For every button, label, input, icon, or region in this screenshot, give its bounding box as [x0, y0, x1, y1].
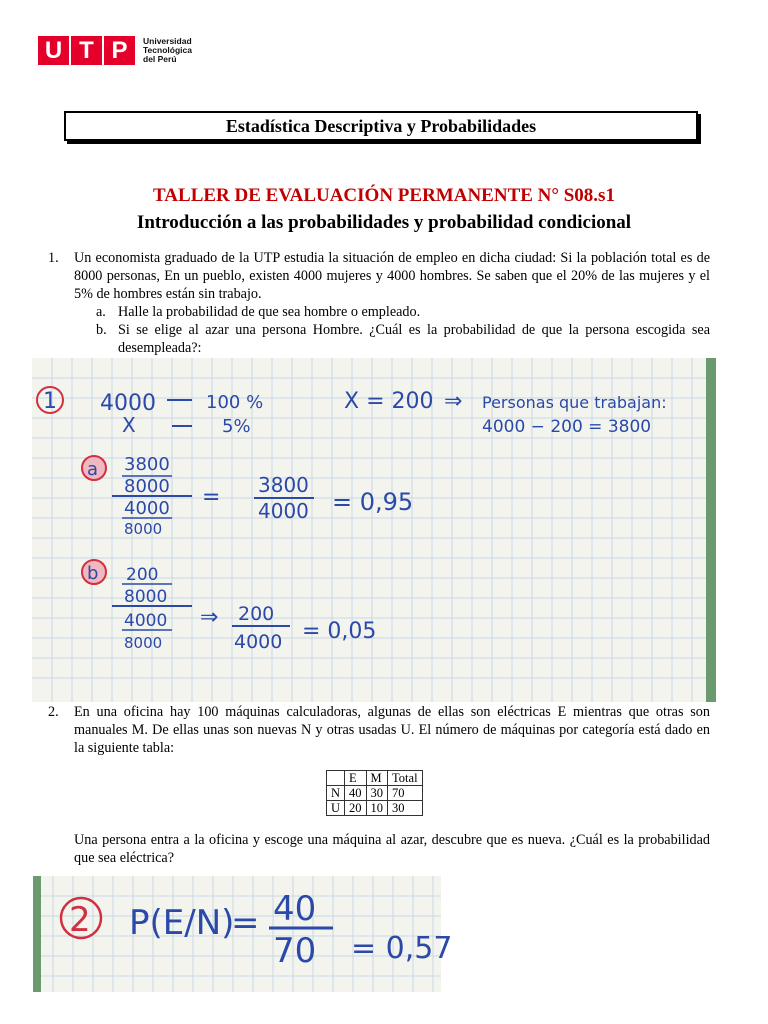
table-cell: M [366, 771, 388, 786]
question-text: En una oficina hay 100 máquinas calculadoras, algunas de ellas son eléctricas E mientras que otras son manuales M. De ellas unas son nuevas N y otras usadas U. El número de máquinas por categoría está dado en la siguiente tabla: [74, 704, 710, 756]
table-row [327, 801, 423, 816]
question-1-part-a [96, 303, 710, 321]
expr-p-e-given-n: P(E/N) [129, 903, 235, 943]
logo-letter-u: U [38, 36, 69, 65]
svg-text:⇒: ⇒ [200, 605, 219, 630]
b-den2: 8000 [124, 634, 163, 652]
b-den1: 8000 [124, 587, 168, 607]
part-b-label: b [87, 563, 99, 584]
table-cell: N [327, 786, 345, 801]
logo-letter-p: P [104, 36, 135, 65]
a-simp-num: 3800 [258, 473, 309, 497]
svg-text:=: = [202, 485, 221, 510]
table-cell: 10 [366, 801, 388, 816]
question-1-part-b [96, 321, 710, 357]
a-num2: 4000 [124, 498, 170, 519]
university-name: Universidad Tecnológica del Perú [143, 36, 192, 64]
table-cell: U [327, 801, 345, 816]
logo-letter-t: T [71, 36, 102, 65]
b-simp-den: 4000 [234, 631, 283, 653]
a-num1: 3800 [124, 454, 170, 475]
fraction-num: 40 [273, 889, 317, 929]
svg-text:=: = [231, 903, 260, 943]
rule-4000: 4000 [100, 391, 156, 416]
workshop-title: TALLER DE EVALUACIÓN PERMANENTE N° S08.s1 [153, 185, 615, 206]
a-result: = 0,95 [332, 488, 414, 516]
handwritten-solution-2 [33, 876, 453, 992]
question-text: Un economista graduado de la UTP estudia la situación de empleo en dicha ciudad: Si la población total es de 8000 personas, En un pueblo, existen 4000 mujeres y 4000 hombres. Se saben que el 20% de las mujeres y el 5% de hombres están sin trabajo. [74, 250, 710, 302]
fraction-den: 70 [273, 931, 317, 971]
question-2 [48, 703, 710, 757]
part-letter: b. [96, 322, 107, 338]
table-cell: 30 [366, 786, 388, 801]
question-number: 2. [48, 704, 59, 720]
question-number: 1. [48, 250, 59, 266]
b-num2: 4000 [124, 611, 168, 631]
table-cell: Total [388, 771, 423, 786]
a-den2: 8000 [124, 520, 163, 538]
a-simp-den: 4000 [258, 499, 309, 523]
svg-text:⇒: ⇒ [444, 389, 463, 414]
table-row [327, 786, 423, 801]
machines-table [326, 770, 423, 816]
question-1 [48, 249, 710, 303]
b-simp-num: 200 [238, 603, 275, 625]
table-cell: 30 [388, 801, 423, 816]
notebook-photo-1 [32, 358, 716, 702]
utp-logo [38, 36, 192, 65]
rule-100-percent: 100 % [206, 392, 264, 413]
people-working-label: Personas que trabajan: [482, 393, 667, 412]
people-working-calc: 4000 − 200 = 3800 [482, 417, 652, 437]
label-1: 1 [43, 389, 57, 414]
question-text: Una persona entra a la oficina y escoge una máquina al azar, descubre que es nueva. ¿Cuál es la probabilidad que sea eléctrica? [74, 832, 710, 866]
part-text: Si se elige al azar una persona Hombre. ¿Cuál es la probabilidad de que la persona escogida sea desempleada?: [118, 322, 710, 356]
table-cell: 20 [345, 801, 367, 816]
question-2-prompt [48, 831, 710, 867]
course-title: Estadística Descriptiva y Probabilidades [64, 111, 698, 141]
table-cell: 40 [345, 786, 367, 801]
part-a-label: a [87, 459, 99, 480]
label-2: 2 [69, 900, 91, 940]
rule-5-percent: 5% [222, 416, 251, 437]
table-cell: 70 [388, 786, 423, 801]
table-cell [327, 771, 345, 786]
b-result: = 0,05 [302, 619, 377, 644]
part-text: Halle la probabilidad de que sea hombre o empleado. [118, 304, 421, 320]
part-letter: a. [96, 304, 106, 320]
x-result: X = 200 [344, 389, 434, 414]
table-header-row [327, 771, 423, 786]
notebook-photo-2 [33, 876, 453, 992]
result: = 0,57 [351, 931, 453, 966]
subtitle: Introducción a las probabilidades y probabilidad condicional [136, 212, 632, 233]
b-num1: 200 [126, 565, 159, 585]
rule-x: X [122, 413, 136, 437]
table-cell: E [345, 771, 367, 786]
a-den1: 8000 [124, 476, 170, 497]
handwritten-solution-1 [32, 358, 716, 702]
